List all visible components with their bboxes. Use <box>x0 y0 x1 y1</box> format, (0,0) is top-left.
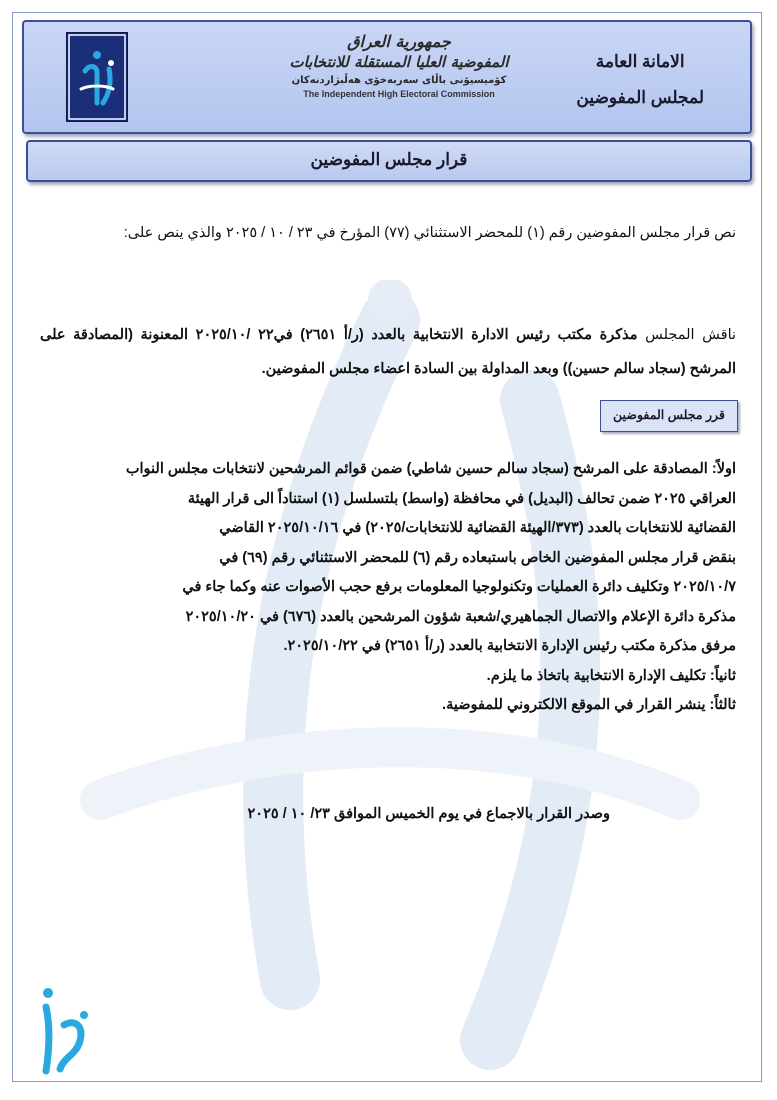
decision-line: ٢٠٢٥/١٠/٧ وتكليف دائرة العمليات وتكنولوجيا المعلومات برفع حجب الأصوات عنه وكما جاء في <box>182 579 736 595</box>
intro-paragraph: نص قرار مجلس المفوضين رقم (١) للمحضر الاستثنائي (٧٧) المؤرخ في ٢٣ / ١٠ / ٢٠٢٥ والذي ينص على: <box>123 225 736 241</box>
decision-line: القضائية للانتخابات بالعدد (٣٧٣/الهيئة القضائية للانتخابات/٢٠٢٥) في ٢٠٢٥/١٠/١٦ القاضي <box>219 520 736 536</box>
emblem-commission-arabic: المفوضية العليا المستقلة للانتخابات <box>289 53 509 71</box>
closing-statement: وصدر القرار بالاجماع في يوم الخميس الموافق ٢٣/ ١٠ / ٢٠٢٥ <box>247 806 610 822</box>
issuing-office-line1: الامانة العامة <box>595 52 685 71</box>
issuing-office-line2: لمجلس المفوضين <box>576 88 704 107</box>
document-title: قرار مجلس المفوضين <box>26 140 752 182</box>
decision-line: العراقي ٢٠٢٥ ضمن تحالف (البديل) في محافظة (واسط) بلتسلسل (١) استناداً الى قرار الهيئة <box>187 490 736 507</box>
discussion-paragraph <box>40 318 736 386</box>
emblem-country: جمهورية العراق <box>347 32 451 51</box>
ihec-logo-icon <box>66 32 128 122</box>
discussion-prefix: ناقش المجلس <box>637 327 737 343</box>
decision-line: بنقض قرار مجلس المفوضين الخاص باستبعاده رقم (٦) للمحضر الاستثنائي رقم (٦٩) في <box>219 549 736 566</box>
decision-line: ثالثاً: ينشر القرار في الموقع الالكتروني للمفوضية. <box>442 697 736 713</box>
decision-text <box>40 455 736 721</box>
emblem-commission-english: The Independent High Electoral Commission <box>303 89 495 99</box>
letterhead <box>22 20 752 134</box>
commission-emblem <box>284 26 514 126</box>
issuing-office <box>576 44 704 116</box>
decision-label: قرر مجلس المفوضين <box>600 400 738 432</box>
emblem-commission-kurdish: كۆمیسیۆنی باڵای سەربەخۆی هەڵبژاردنەکان <box>291 75 507 86</box>
discussion-memo: مذكرة مكتب رئيس الادارة الانتخابية بالعدد (ر/أ ٢٦٥١) في٢٢ /٢٠٢٥/١٠ المعنونة (المصادقة على المرشح (سجاد سالم حسين)) وبعد المداولة بين السادة اعضاء مجلس المفوضين. <box>40 327 736 377</box>
decision-line: مرفق مذكرة مكتب رئيس الإدارة الانتخابية بالعدد (ر/أ ٢٦٥١) في ٢٠٢٥/١٠/٢٢. <box>283 638 736 654</box>
ihec-corner-logo-icon <box>40 985 92 1077</box>
decision-line: اولاً: المصادقة على المرشح (سجاد سالم حسين شاطي) ضمن قوائم المرشحين لانتخابات مجلس النواب <box>125 461 736 477</box>
decision-line: مذكرة دائرة الإعلام والاتصال الجماهيري/شعبة شؤون المرشحين بالعدد (٦٧٦) في ٢٠٢٥/١٠/٢٠ <box>185 608 736 625</box>
decision-line: ثانياً: تكليف الإدارة الانتخابية باتخاذ ما يلزم. <box>486 667 736 684</box>
